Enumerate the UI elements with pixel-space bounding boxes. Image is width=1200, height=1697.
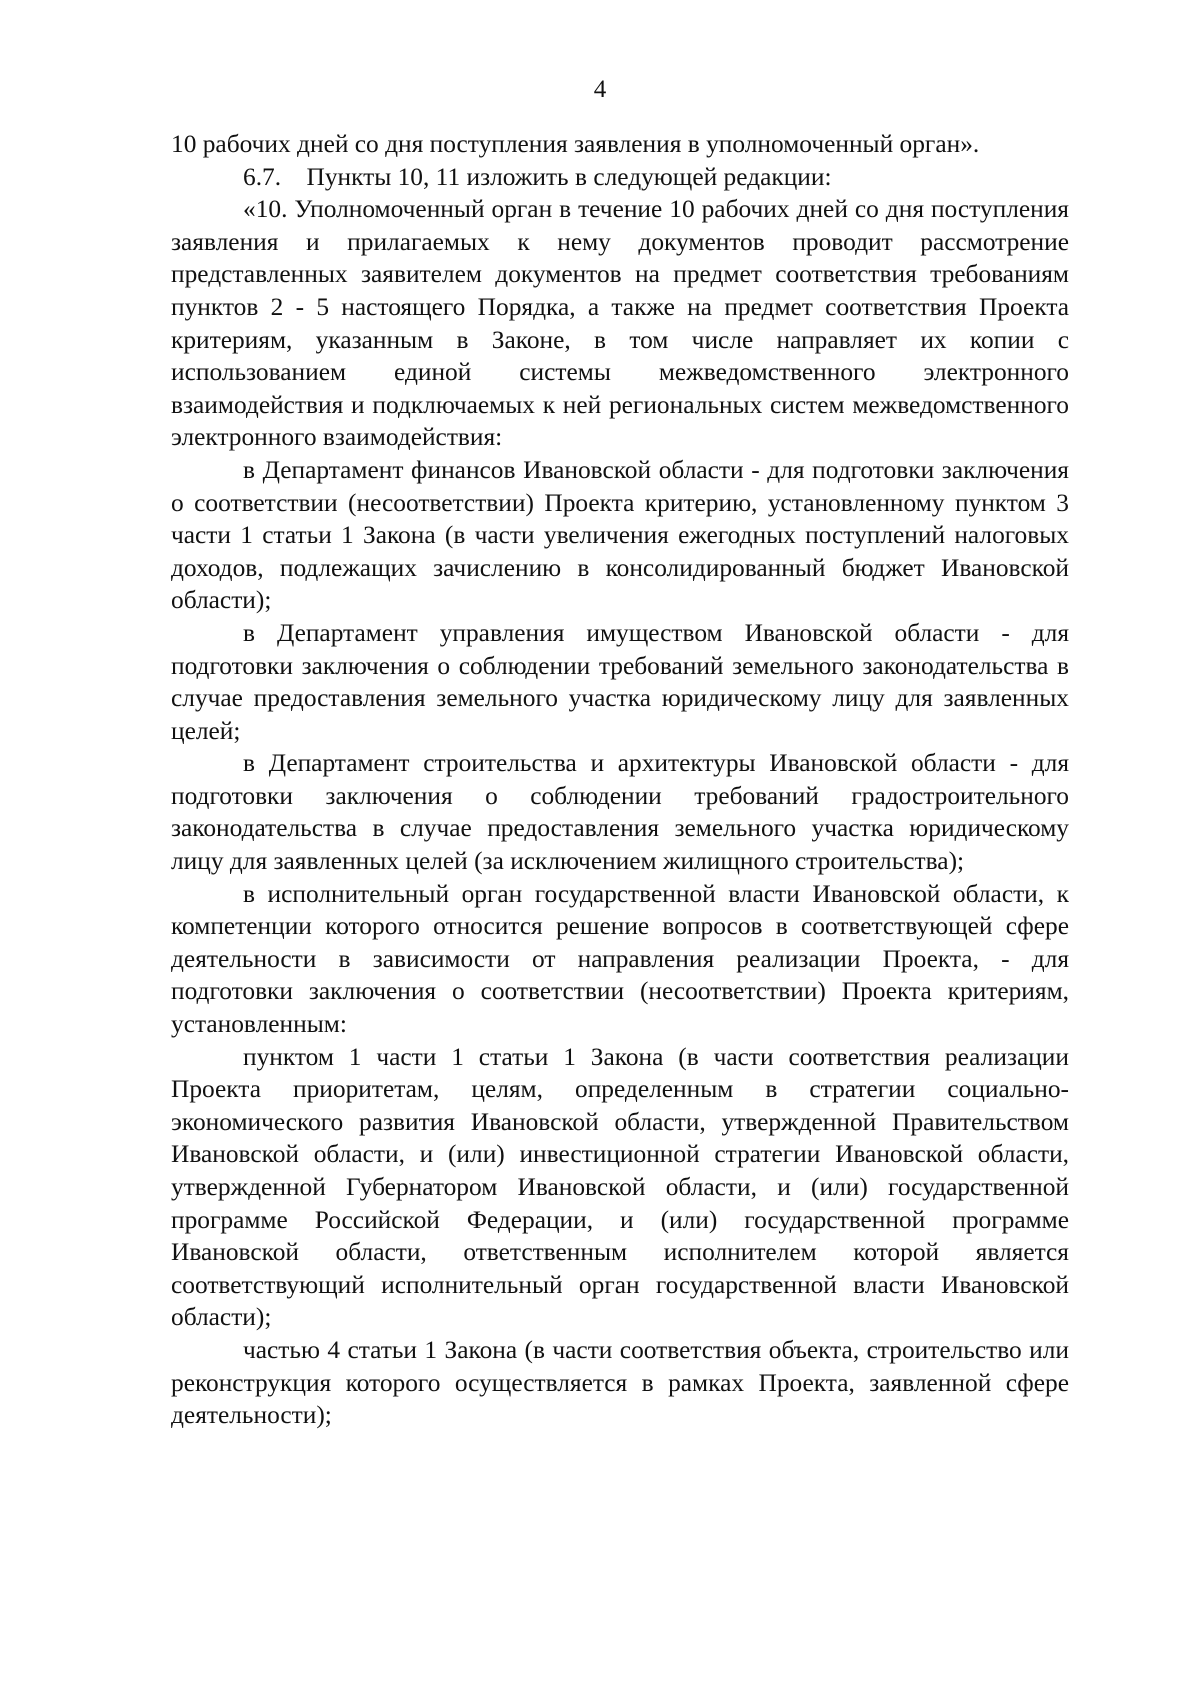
page-number: 4 (593, 76, 607, 103)
paragraph-executive-body: в исполнительный орган государственной власти Ивановской области, к компетенции которого относится решение вопросов в соответствующей сфере деятельности в зависимости от направления реализации Проекта, - для подготовки заключения о соответствии (несоответствии) Проекта критериям, установленным: (171, 879, 1069, 1039)
paragraph-finance-department: в Департамент финансов Ивановской области - для подготовки заключения о соответствии (несоответствии) Проекта критерию, установленному пунктом 3 части 1 статьи 1 Закона (в части увеличения ежегодных поступлений налоговых доходов, подлежащих зачислению в консолидированный бюджет Ивановской области); (171, 455, 1069, 615)
paragraph-property-department: в Департамент управления имуществом Ивановской области - для подготовки заключения о соблюдении требований земельного законодательства в случае предоставления земельного участка юридическому лицу для заявленных целей; (171, 618, 1069, 745)
paragraph-construction-department: в Департамент строительства и архитектуры Ивановской области - для подготовки заключения о соблюдении требований градостроительного законодательства в случае предоставления земельного участка юридическому лицу для заявленных целей (за исключением жилищного строительства); (171, 749, 1069, 876)
document-body (171, 128, 1069, 1432)
paragraph-continuation: 10 рабочих дней со дня поступления заявления в уполномоченный орган». (171, 130, 980, 158)
paragraph-item-6-7: 6.7. Пункты 10, 11 изложить в следующей редакции: (243, 162, 832, 191)
paragraph-criterion-part-4: частью 4 статьи 1 Закона (в части соответствия объекта, строительство или реконструкция которого осуществляется в рамках Проекта, заявленной сфере деятельности); (171, 1335, 1069, 1430)
paragraph-criterion-point-1: пунктом 1 части 1 статьи 1 Закона (в части соответствия реализации Проекта приоритетам, целям, определенным в стратегии социально-экономического развития Ивановской области, утвержденной Правительством Ивановской области, и (или) инвестиционной стратегии Ивановской области, утвержденной Губернатором Ивановской области, и (или) государственной программе Российской Федерации, и (или) государственной программе Ивановской области, ответственным исполнителем которой является соответствующий исполнительный орган государственной власти Ивановской области); (171, 1042, 1069, 1332)
paragraph-point-10: «10. Уполномоченный орган в течение 10 рабочих дней со дня поступления заявления и прилагаемых к нему документов проводит рассмотрение представленных заявителем документов на предмет соответствия требованиям пунктов 2 - 5 настоящего Порядка, а также на предмет соответствия Проекта критериям, указанным в Законе, в том числе направляет их копии с использованием единой системы межведомственного электронного взаимодействия и подключаемых к ней региональных систем межведомственного электронного взаимодействия: (171, 195, 1069, 452)
